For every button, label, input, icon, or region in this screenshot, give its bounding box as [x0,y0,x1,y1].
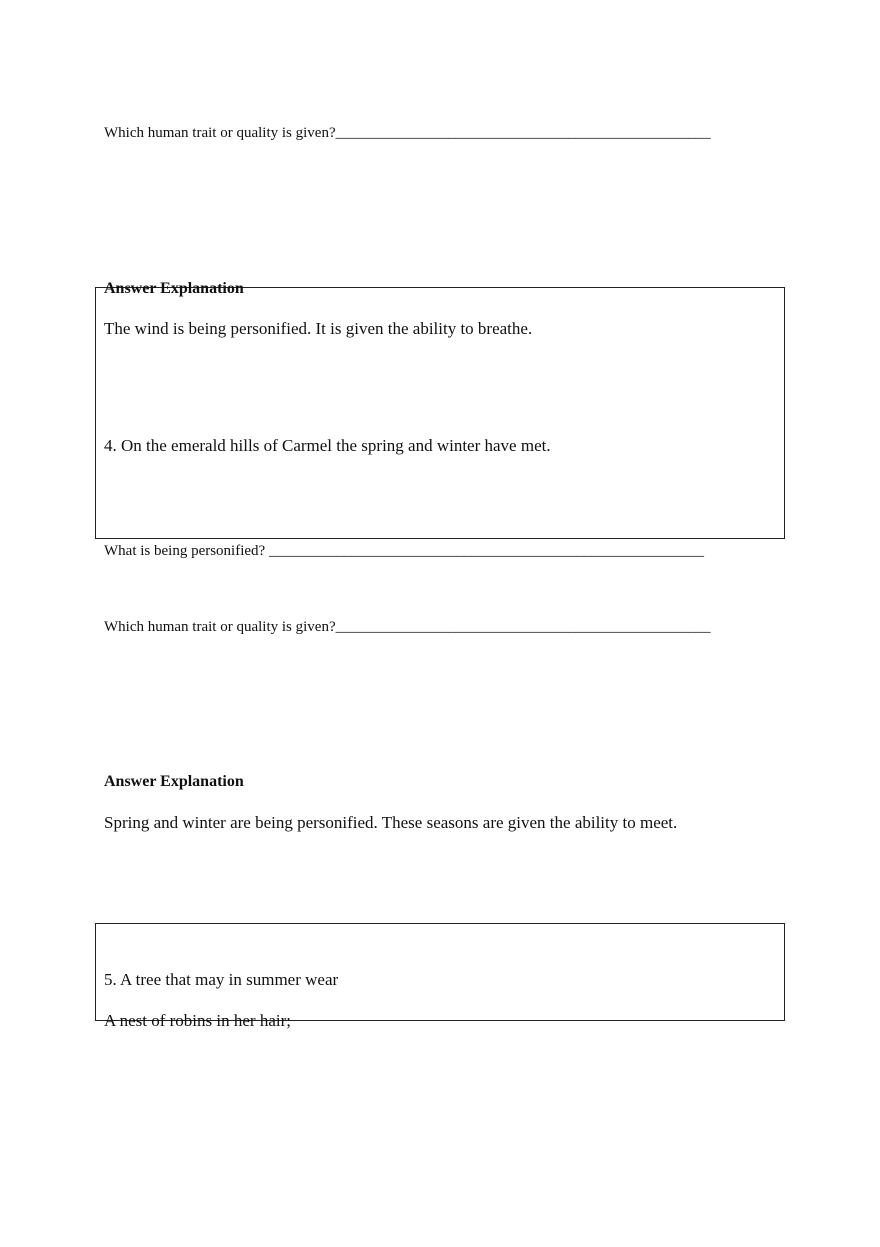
answer-heading-1: Answer Explanation [104,280,244,297]
personified-prompt-4: What is being personified? __________________________________________________________ [104,543,704,559]
question-4: 4. On the emerald hills of Carmel the spring and winter have met. [104,436,551,455]
question-5-line-1: 5. A tree that may in summer wear [104,970,339,989]
answer-heading-2: Answer Explanation [104,773,244,790]
answer-text-2: Spring and winter are being personified. These seasons are given the ability to meet. [104,813,678,832]
trait-prompt-1: Which human trait or quality is given?__________________________________________________ [104,125,711,141]
question-5-line-2: A nest of robins in her hair; [104,1011,291,1030]
trait-prompt-4: Which human trait or quality is given?__________________________________________________ [104,619,711,635]
answer-text-1: The wind is being personified. It is given the ability to breathe. [104,319,533,338]
